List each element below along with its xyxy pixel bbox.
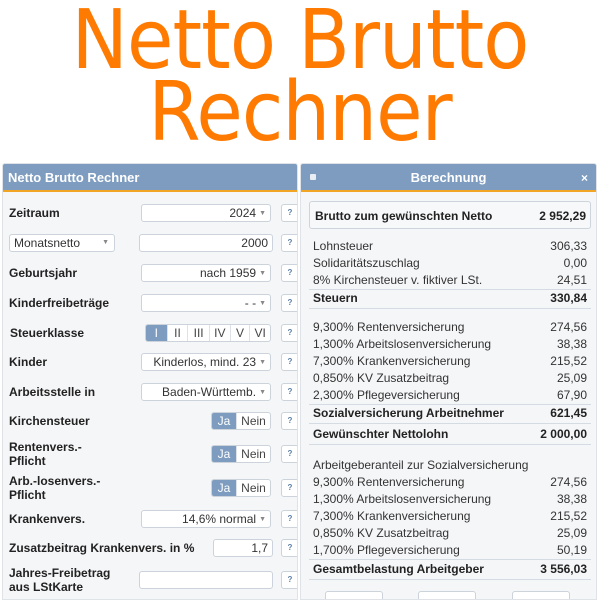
row-value: 3 556,03 <box>540 562 587 576</box>
rentenvers-label-line2: Pflicht <box>9 454 46 468</box>
chevron-down-icon: ▼ <box>259 515 266 523</box>
geburtsjahr-value: nach 1959 <box>200 266 257 280</box>
zusatzbeitrag-input[interactable]: 1,7 <box>213 539 273 557</box>
row-label: Solidaritätszuschlag <box>313 256 420 270</box>
row-label: 1,700% Pflegeversicherung <box>313 543 460 557</box>
krankenvers-value: 14,6% normal <box>182 512 257 526</box>
steuerklasse-toggle-group <box>145 324 271 342</box>
help-button-krankenvers[interactable]: ? <box>281 510 298 528</box>
krankenvers-label: Krankenvers. <box>9 512 86 526</box>
row-label: 9,300% Rentenversicherung <box>313 475 465 489</box>
chevron-down-icon: ▼ <box>259 299 266 307</box>
steuerklasse-option-5[interactable]: V <box>230 325 250 341</box>
row-value: 330,84 <box>550 291 587 305</box>
row-label: 9,300% Rentenversicherung <box>313 320 465 334</box>
divider <box>309 444 591 445</box>
rentenvers-ja[interactable]: Ja <box>212 446 236 462</box>
rentenvers-label-line1: Rentenvers.- <box>9 440 82 454</box>
zeitraum-label: Zeitraum <box>9 206 60 220</box>
row-value: 25,09 <box>556 371 587 385</box>
row-value: 215,52 <box>550 354 587 368</box>
row-label: 1,300% Arbeitslosenversicherung <box>313 337 492 351</box>
row-value: 274,56 <box>550 320 587 334</box>
action-button-2[interactable] <box>418 591 476 600</box>
help-button-steuerklasse[interactable]: ? <box>281 324 298 342</box>
chevron-down-icon: ▼ <box>102 239 109 246</box>
hero-title-line1: Netto Brutto <box>71 0 529 88</box>
help-button-arblosenvers[interactable]: ? <box>281 479 298 497</box>
freibetrag-input[interactable] <box>139 571 273 589</box>
betrag-type-value: Monatsnetto <box>14 236 81 250</box>
zeitraum-value: 2024 <box>229 206 257 220</box>
row-value: 25,09 <box>556 526 587 540</box>
row-label: Steuern <box>313 291 358 305</box>
row-label: Gewünschter Nettolohn <box>313 427 449 441</box>
lock-icon[interactable] <box>310 174 316 180</box>
steuerklasse-option-4[interactable]: IV <box>209 325 230 341</box>
help-button-betrag[interactable]: ? <box>281 234 298 252</box>
betrag-input[interactable]: 2000 <box>139 234 273 252</box>
arblosenvers-label-line2: Pflicht <box>9 488 46 502</box>
ag-heading-label: Arbeitgeberanteil zur Sozialversicherung <box>313 458 529 472</box>
freibetrag-label <box>9 566 110 594</box>
chevron-down-icon: ▼ <box>259 388 266 396</box>
row-value: 306,33 <box>550 239 587 253</box>
result-panel <box>300 163 597 600</box>
steuerklasse-option-6[interactable]: VI <box>249 325 270 341</box>
kirchensteuer-label: Kirchensteuer <box>9 414 90 428</box>
chevron-down-icon: ▼ <box>259 358 266 366</box>
arbeitsstelle-value: Baden-Württemb. <box>162 385 257 399</box>
help-button-geburtsjahr[interactable]: ? <box>281 264 298 282</box>
kinderfreibetraege-label: Kinderfreibeträge <box>9 296 110 310</box>
row-value: 38,38 <box>556 337 587 351</box>
steuerklasse-option-3[interactable]: III <box>187 325 209 341</box>
zeitraum-select[interactable] <box>141 204 271 222</box>
row-label: 1,300% Arbeitslosenversicherung <box>313 492 492 506</box>
freibetrag-label-line1: Jahres-Freibetrag <box>9 566 111 580</box>
divider <box>309 559 591 560</box>
chevron-down-icon: ▼ <box>259 269 266 277</box>
steuerklasse-option-2[interactable]: II <box>167 325 188 341</box>
arblosenvers-label <box>9 474 100 502</box>
kinder-select[interactable] <box>141 353 271 371</box>
kinder-value: Kinderlos, mind. 23 <box>153 355 257 369</box>
row-value: 0,00 <box>563 256 587 270</box>
row-label: Sozialversicherung Arbeitnehmer <box>313 406 504 420</box>
rentenvers-nein[interactable]: Nein <box>236 446 270 462</box>
freibetrag-label-line2: aus LStKarte <box>9 580 84 594</box>
row-value: 2 000,00 <box>540 427 587 441</box>
row-value: 274,56 <box>550 475 587 489</box>
kirchensteuer-ja[interactable]: Ja <box>212 413 236 429</box>
row-value: 50,19 <box>556 543 587 557</box>
help-button-zeitraum[interactable]: ? <box>281 204 298 222</box>
calculator-form-panel <box>2 163 298 600</box>
row-value: 67,90 <box>556 388 587 402</box>
help-button-kinder[interactable]: ? <box>281 353 298 371</box>
divider <box>309 423 591 424</box>
form-panel-title: Netto Brutto Rechner <box>3 164 297 192</box>
help-button-arbeitsstelle[interactable]: ? <box>281 383 298 401</box>
arbeitsstelle-select[interactable] <box>141 383 271 401</box>
row-value: 621,45 <box>550 406 587 420</box>
betrag-type-select[interactable] <box>9 234 115 252</box>
help-button-kinderfreibetraege[interactable]: ? <box>281 294 298 312</box>
row-value: 38,38 <box>556 492 587 506</box>
help-button-freibetrag[interactable]: ? <box>281 571 298 589</box>
result-panel-title: Berechnung <box>410 170 487 185</box>
arbeitsstelle-label: Arbeitsstelle in <box>9 385 96 399</box>
action-button-3[interactable] <box>512 591 570 600</box>
arblosenvers-nein[interactable]: Nein <box>236 480 270 496</box>
action-button-1[interactable] <box>325 591 383 600</box>
kirchensteuer-toggle <box>211 412 271 430</box>
row-label: 0,850% KV Zusatzbeitrag <box>313 526 450 540</box>
row-label: Gesamtbelastung Arbeitgeber <box>313 562 484 576</box>
rentenvers-toggle <box>211 445 271 463</box>
arblosenvers-label-line1: Arb.-losenvers.- <box>9 474 101 488</box>
krankenvers-select[interactable] <box>141 510 271 528</box>
row-label: 0,850% KV Zusatzbeitrag <box>313 371 450 385</box>
brutto-value: 2 952,29 <box>539 209 586 223</box>
row-label: 8% Kirchensteuer v. fiktiver LSt. <box>313 273 483 287</box>
hero-title <box>0 0 600 160</box>
zusatzbeitrag-label: Zusatzbeitrag Krankenvers. in % <box>9 541 195 555</box>
hero-title-line2: Rechner <box>148 65 452 160</box>
row-label: 2,300% Pflegeversicherung <box>313 388 460 402</box>
rentenvers-label <box>9 440 82 468</box>
chevron-down-icon: ▼ <box>259 209 266 217</box>
close-icon[interactable]: × <box>580 171 588 185</box>
arblosenvers-toggle <box>211 479 271 497</box>
brutto-result-box <box>309 201 591 229</box>
row-label: 7,300% Krankenversicherung <box>313 509 471 523</box>
row-label: Lohnsteuer <box>313 239 374 253</box>
kirchensteuer-nein[interactable]: Nein <box>236 413 270 429</box>
arblosenvers-ja[interactable]: Ja <box>212 480 236 496</box>
geburtsjahr-select[interactable] <box>141 264 271 282</box>
row-value: 215,52 <box>550 509 587 523</box>
kinder-label: Kinder <box>9 355 48 369</box>
geburtsjahr-label: Geburtsjahr <box>9 266 78 280</box>
help-button-rentenvers[interactable]: ? <box>281 445 298 463</box>
kinderfreibetraege-select[interactable] <box>141 294 271 312</box>
help-button-zusatzbeitrag[interactable]: ? <box>281 539 298 557</box>
result-panel-header <box>301 164 596 192</box>
help-button-kirchensteuer[interactable]: ? <box>281 412 298 430</box>
steuerklasse-label: Steuerklasse <box>10 326 85 340</box>
steuerklasse-option-1[interactable]: I <box>146 325 167 341</box>
divider <box>309 579 591 580</box>
divider <box>309 308 591 309</box>
row-value: 24,51 <box>556 273 587 287</box>
brutto-label: Brutto zum gewünschten Netto <box>315 209 493 223</box>
row-label: 7,300% Krankenversicherung <box>313 354 471 368</box>
kinderfreibetraege-value: - - <box>244 296 257 310</box>
